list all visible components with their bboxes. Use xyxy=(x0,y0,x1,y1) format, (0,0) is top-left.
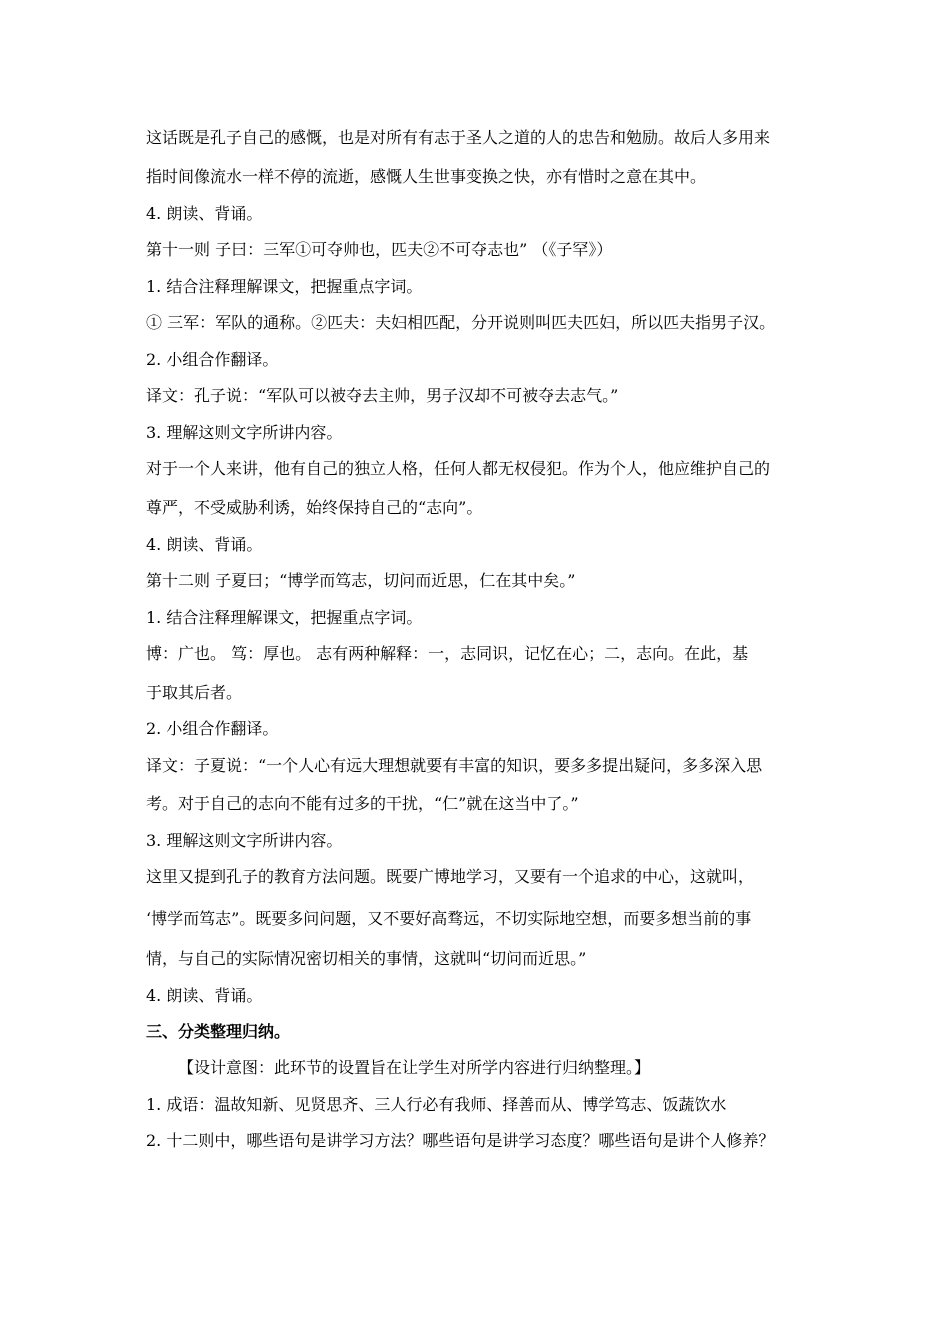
paragraph-line: 这话既是孔子自己的感慨，也是对所有有志于圣人之道的人的忠告和勉励。故后人多用来 xyxy=(146,128,771,147)
paragraph-line: 1. 结合注释理解课文，把握重点字词。 xyxy=(146,608,423,627)
paragraph-line: 对于一个人来讲，他有自己的独立人格，任何人都无权侵犯。作为个人，他应维护自己的 xyxy=(146,459,771,478)
paragraph-line: 2. 小组合作翻译。 xyxy=(146,719,279,738)
paragraph-line: 3. 理解这则文字所讲内容。 xyxy=(146,831,343,850)
paragraph-line: 于取其后者。 xyxy=(146,683,243,702)
paragraph-line: 4. 朗读、背诵。 xyxy=(146,986,263,1005)
paragraph-line: 考。对于自己的志向不能有过多的干扰，“仁”就在这当中了。” xyxy=(146,794,579,813)
paragraph-line: 1. 成语：温故知新、见贤思齐、三人行必有我师、择善而从、博学笃志、饭蔬饮水 xyxy=(146,1095,727,1114)
paragraph-line: 2. 十二则中，哪些语句是讲学习方法？哪些语句是讲学习态度？哪些语句是讲个人修养？ xyxy=(146,1131,775,1150)
paragraph-line: 1. 结合注释理解课文，把握重点字词。 xyxy=(146,277,423,296)
paragraph-line: 3. 理解这则文字所讲内容。 xyxy=(146,423,343,442)
paragraph-line: 译文：子夏说：“一个人心有远大理想就要有丰富的知识，要多多提出疑问，多多深入思 xyxy=(146,756,763,775)
paragraph-line: ① 三军：军队的通称。②匹夫：夫妇相匹配，分开说则叫匹夫匹妇，所以匹夫指男子汉。 xyxy=(146,313,776,332)
paragraph-line: ‘博学而笃志”。既要多问问题，又不要好高骛远，不切实际地空想，而要多想当前的事 xyxy=(146,909,752,928)
paragraph-line: 博：广也。 笃：厚也。 志有两种解释：一，志同识，记忆在心；二，志向。在此，基 xyxy=(146,644,749,663)
design-intent-note: 【设计意图：此环节的设置旨在让学生对所学内容进行归纳整理。】 xyxy=(178,1058,651,1077)
paragraph-line: 4. 朗读、背诵。 xyxy=(146,535,263,554)
paragraph-line: 尊严，不受威胁利诱，始终保持自己的“志向”。 xyxy=(146,498,483,517)
paragraph-line: 4. 朗读、背诵。 xyxy=(146,204,263,223)
paragraph-line: 译文：孔子说：“军队可以被夺去主帅，男子汉却不可被夺去志气。” xyxy=(146,386,619,405)
section-heading-12: 第十二则 子夏曰；“博学而笃志，切问而近思，仁在其中矣。” xyxy=(146,571,576,590)
paragraph-line: 2. 小组合作翻译。 xyxy=(146,350,279,369)
section-heading-3: 三、分类整理归纳。 xyxy=(146,1022,291,1041)
paragraph-line: 情，与自己的实际情况密切相关的事情，这就叫“切问而近思。” xyxy=(146,949,587,968)
paragraph-line: 指时间像流水一样不停的流逝，感慨人生世事变换之快，亦有惜时之意在其中。 xyxy=(146,167,707,186)
paragraph-line: 这里又提到孔子的教育方法问题。既要广博地学习，又要有一个追求的中心，这就叫， xyxy=(146,867,755,886)
section-heading-11: 第十一则 子曰：三军①可夺帅也，匹夫②不可夺志也” （《子罕》） xyxy=(146,240,613,259)
